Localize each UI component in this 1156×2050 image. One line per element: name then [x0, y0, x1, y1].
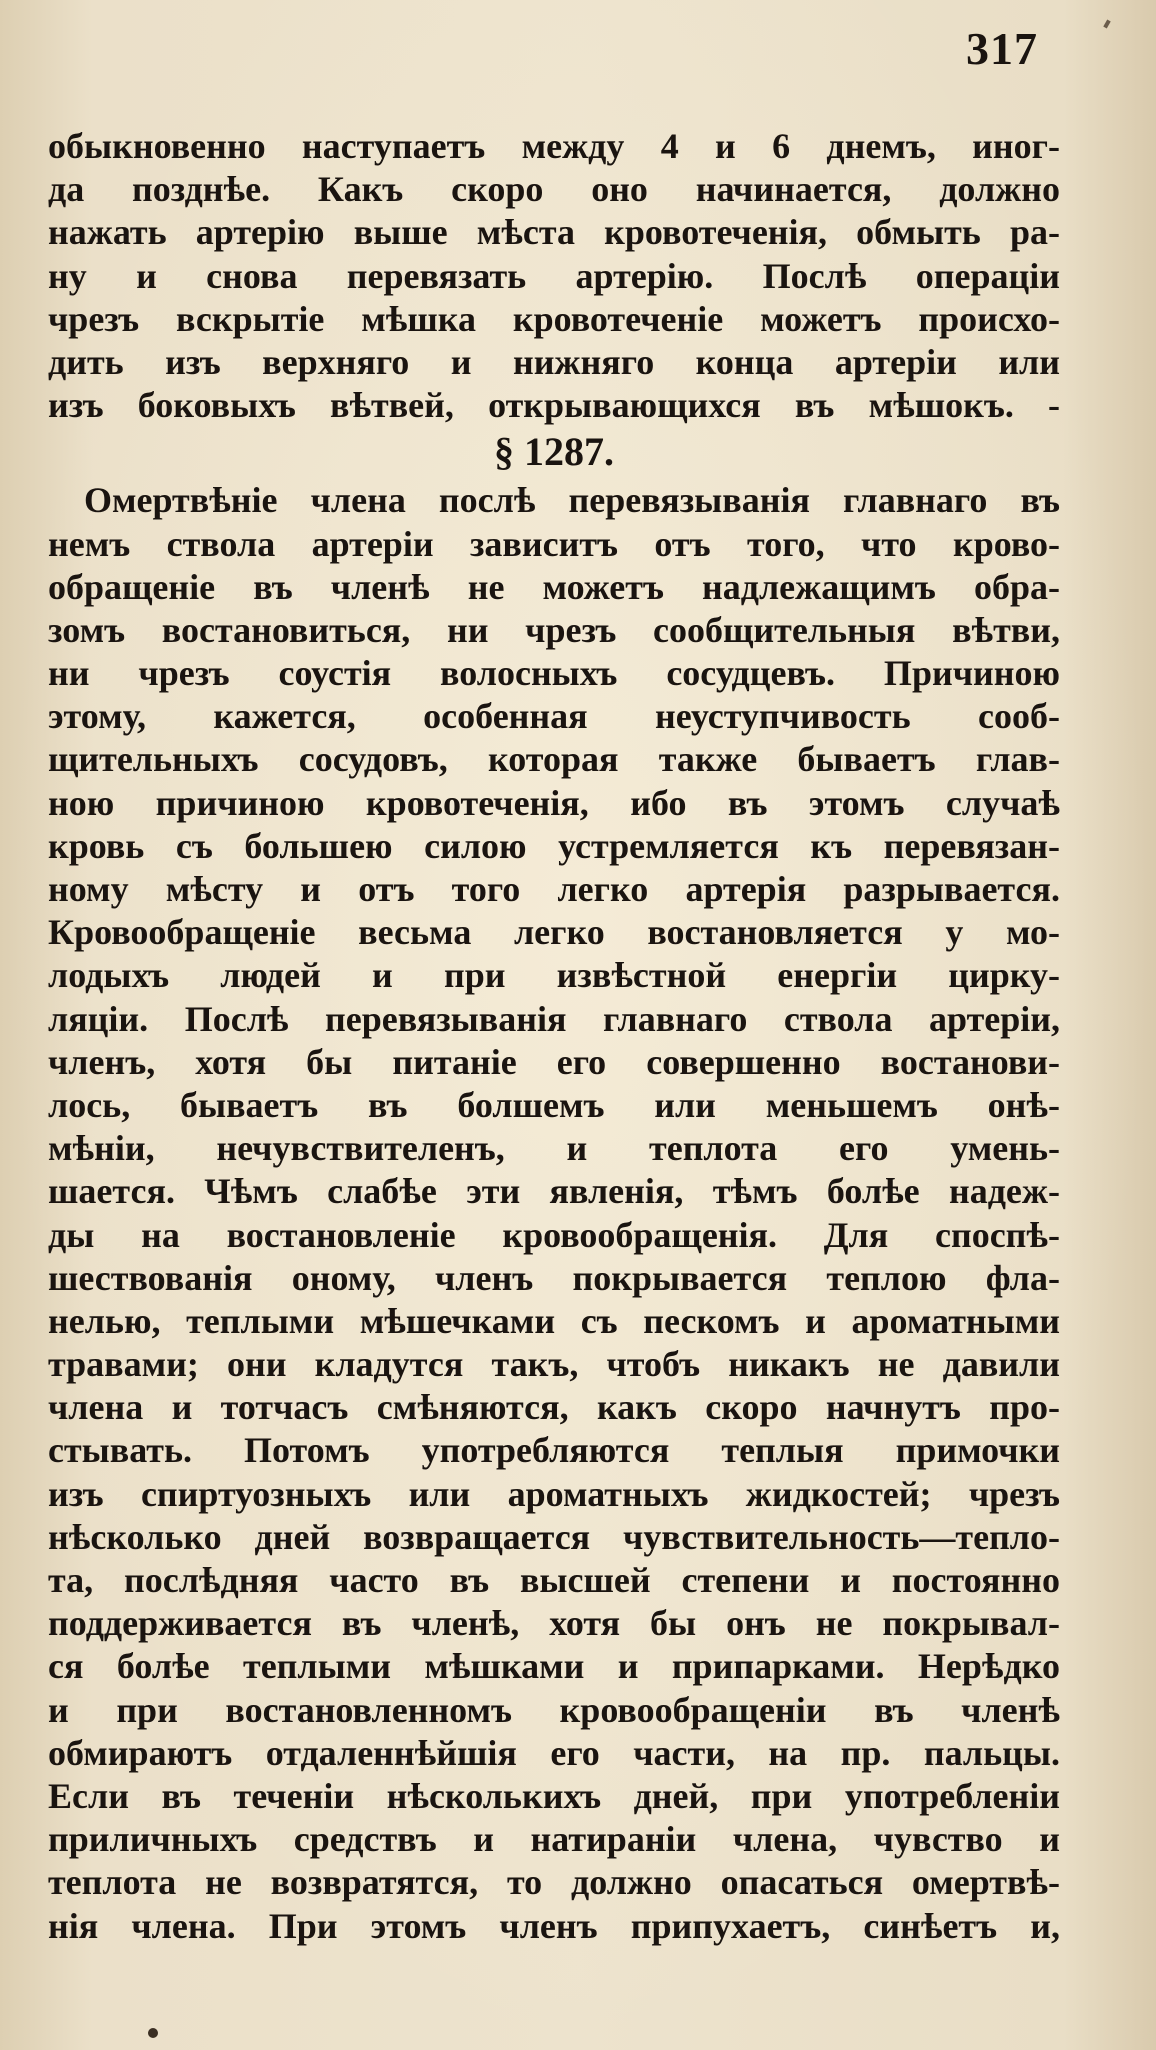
- text-line: обмираютъ отдаленнѣйшія его части, на пр. пальцы.: [48, 1732, 1060, 1773]
- text-line: шается. Чѣмъ слабѣе эти явленія, тѣмъ болѣе надеж-: [48, 1171, 1060, 1212]
- text-line: ною причиною кровотеченія, ибо въ этомъ случаѣ: [48, 782, 1060, 823]
- text-line: ному мѣсту и отъ того легко артерія разрывается.: [48, 869, 1060, 909]
- text-line: поддерживается въ членѣ, хотя бы онъ не покрывал-: [48, 1603, 1060, 1644]
- text-line: чрезъ вскрытіе мѣшка кровотеченіе можетъ происхо-: [48, 298, 1060, 339]
- paragraph-continued: [48, 125, 1060, 427]
- text-line: немъ ствола артеріи зависитъ отъ того, что крово-: [48, 523, 1060, 564]
- text-line: лодыхъ людей и при извѣстной енергіи цирку-: [48, 955, 1060, 996]
- text-line: изъ боковыхъ вѣтвей, открывающихся въ мѣшокъ. -: [48, 385, 1060, 426]
- text-line: кровь съ большею силою устремляется къ перевязан-: [48, 825, 1060, 866]
- text-line: мѣніи, нечувствителенъ, и теплота его умень-: [48, 1128, 1060, 1169]
- text-line: ды на востановленіе кровообращенія. Для споспѣ-: [48, 1214, 1060, 1255]
- text-line: та, послѣдняя часто въ высшей степени и постоянно: [48, 1560, 1060, 1600]
- text-line: ся болѣе теплыми мѣшками и припарками. Нерѣдко: [48, 1646, 1060, 1687]
- section-heading: § 1287.: [494, 429, 614, 475]
- text-line: обыкновенно наступаетъ между 4 и 6 днемъ, иног-: [48, 126, 1060, 166]
- text-line: приличныхъ средствъ и натираніи члена, чувство и: [48, 1819, 1060, 1860]
- text-line: нія члена. При этомъ членъ припухаетъ, синѣетъ и,: [48, 1905, 1060, 1946]
- text-line: нажать артерію выше мѣста кровотеченія, обмыть ра-: [48, 212, 1060, 253]
- text-line: нѣсколько дней возвращается чувствительность—тепло-: [48, 1516, 1060, 1557]
- text-line: стывать. Потомъ употребляются теплыя примочки: [48, 1430, 1060, 1471]
- text-line: ни чрезъ соустія волосныхъ сосудцевъ. Причиною: [48, 653, 1060, 694]
- text-line: ну и снова перевязать артерію. Послѣ операціи: [48, 255, 1060, 296]
- text-line: дить изъ верхняго и нижняго конца артеріи или: [48, 341, 1060, 382]
- text-line: обращеніе въ членѣ не можетъ надлежащимъ обра-: [48, 566, 1060, 607]
- text-line: Если въ теченіи нѣсколькихъ дней, при употребленіи: [48, 1775, 1060, 1816]
- text-line: ляціи. Послѣ перевязыванія главнаго ствола артеріи,: [48, 998, 1060, 1039]
- text-line: изъ спиртуозныхъ или ароматныхъ жидкостей; чрезъ: [48, 1473, 1060, 1514]
- text-line: лось, бываетъ въ болшемъ или меньшемъ онѣ-: [48, 1084, 1060, 1125]
- text-line: щительныхъ сосудовъ, которая также бываетъ глав-: [48, 739, 1060, 780]
- text-line: нелью, теплыми мѣшечками съ пескомъ и ароматными: [48, 1300, 1060, 1341]
- text-line: Омертвѣніе члена послѣ перевязыванія главнаго въ: [84, 480, 1060, 521]
- page-number: 317: [966, 23, 1038, 74]
- page-text: [48, 125, 1060, 1948]
- text-line: этому, кажется, особенная неуступчивость сооб-: [48, 696, 1060, 737]
- paper-blemish: [1103, 20, 1110, 29]
- text-line: Кровообращеніе весьма легко востановляется у мо-: [48, 912, 1060, 953]
- text-line: и при востановленномъ кровообращеніи въ членѣ: [48, 1689, 1060, 1730]
- text-line: теплота не возвратятся, то должно опасаться омертвѣ-: [48, 1862, 1060, 1903]
- text-line: члена и тотчасъ смѣняются, какъ скоро начнутъ про-: [48, 1387, 1060, 1428]
- text-line: шествованія оному, членъ покрывается теплою фла-: [48, 1257, 1060, 1298]
- text-line: да позднѣе. Какъ скоро оно начинается, должно: [48, 169, 1060, 210]
- text-line: зомъ востановиться, ни чрезъ сообщительныя вѣтви,: [48, 609, 1060, 650]
- paragraph-section-1287: [48, 479, 1060, 1947]
- text-line: травами; они кладутся такъ, чтобъ никакъ не давили: [48, 1344, 1060, 1385]
- text-line: членъ, хотя бы питаніе его совершенно востанови-: [48, 1041, 1060, 1082]
- ink-speck: [148, 2028, 158, 2038]
